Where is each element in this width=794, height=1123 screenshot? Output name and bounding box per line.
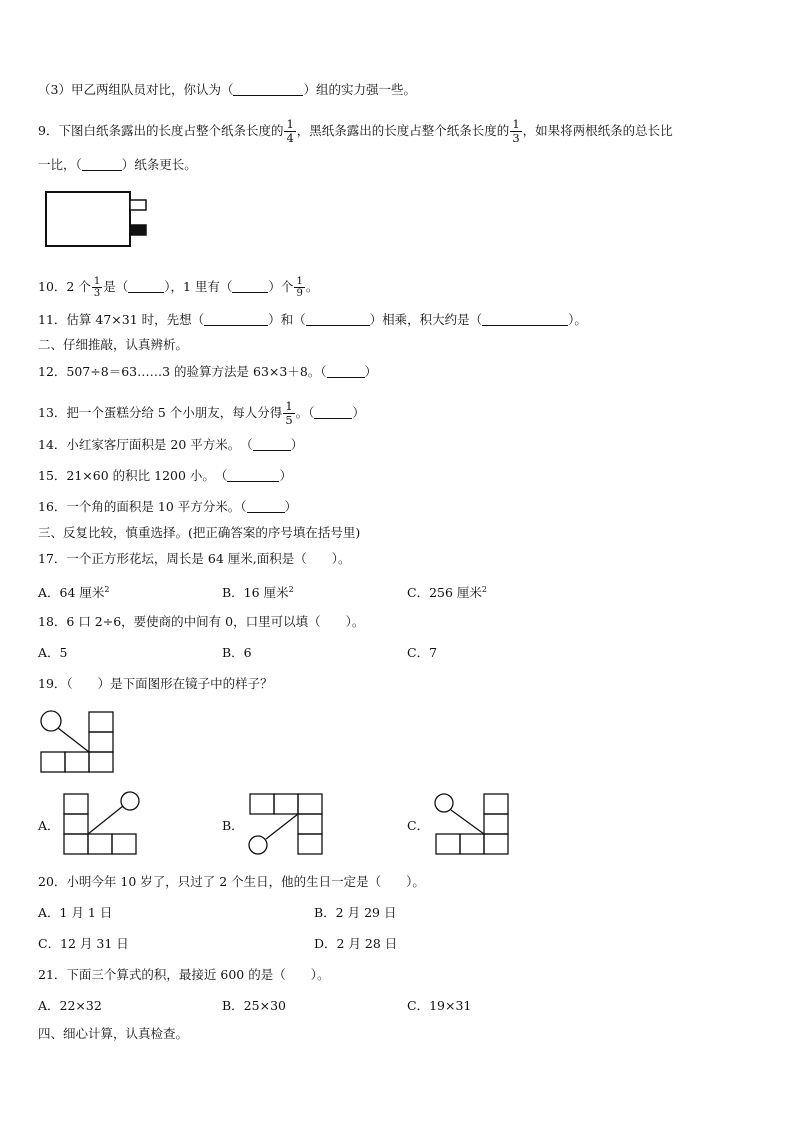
option-19-b-label: B． <box>222 818 244 833</box>
option-20-a: A．1 月 1 日 <box>38 905 113 920</box>
question-20: 20．小明今年 10 岁了，只过了 2 个生日，他的生日一定是（ ）。 <box>38 874 425 889</box>
section-4-heading: 四、细心计算，认真检查。 <box>38 1026 189 1041</box>
option-17-a: A．64 厘米$^2$ <box>38 585 110 601</box>
option-21-a: A．22×32 <box>38 998 102 1013</box>
question-13: 13．把一个蛋糕分给 5 个小朋友，每人分得 $\frac{1}{5}$ 。（ ） <box>38 399 365 427</box>
question-16: 16．一个角的面积是 10 平方分米。（ ） <box>38 499 298 514</box>
question-8-3: （3）甲乙两组队员对比，你认为（ ）组的实力强一些。 <box>38 82 416 97</box>
section-3-heading: 三、反复比较，慎重选择。(把正确答案的序号填在括号里) <box>38 525 361 540</box>
original-shape-figure <box>38 706 118 774</box>
option-19-c-figure <box>430 790 514 856</box>
question-14: 14．小红家客厅面积是 20 平方米。 （ ） <box>38 437 304 452</box>
question-15: 15．21×60 的积比 1200 小。 （ ） <box>38 468 292 483</box>
question-17: 17．一个正方形花坛，周长是 64 厘米,面积是（ ）。 <box>38 551 351 566</box>
option-19-b-figure <box>244 790 328 856</box>
question-9-line2: 一比，（ ）纸条更长。 <box>38 157 197 172</box>
question-18: 18．6 口 2÷6，要使商的中间有 0，口里可以填（ ）。 <box>38 614 365 629</box>
option-21-c: C．19×31 <box>407 998 472 1013</box>
option-19-a-figure <box>60 790 142 856</box>
question-19: 19．（ ）是下面图形在镜子中的样子？ <box>38 676 273 691</box>
section-2-heading: 二、仔细推敲，认真辨析。 <box>38 337 189 352</box>
option-18-a: A．5 <box>38 645 68 660</box>
question-12: 12．507÷8＝63……3 的验算方法是 63×3＋8。（ ） <box>38 364 378 379</box>
option-20-d: D．2 月 28 日 <box>314 936 398 951</box>
question-10: 10．2 个 $\frac{1}{3}$ 是（ ），1 里有（ ）个 $\frac{1}{9}$ 。 <box>38 276 319 299</box>
option-21-b: B．25×30 <box>222 998 286 1013</box>
question-9: 9．下图白纸条露出的长度占整个纸条长度的 $\frac{1}{4}$ ，黑纸条露出的长度占整个纸条长度的 $\frac{1}{3}$ ，如果将两根纸条的总长比 <box>38 117 673 145</box>
option-20-c: C．12 月 31 日 <box>38 936 129 951</box>
option-18-b: B．6 <box>222 645 252 660</box>
option-19-a-label: A． <box>38 818 60 833</box>
paper-strips-figure <box>44 190 154 250</box>
option-19-c-label: C． <box>407 818 430 833</box>
option-18-c: C．7 <box>407 645 438 660</box>
question-11: 11．估算 47×31 时，先想（ ）和（ ）相乘，积大约是（ ）。 <box>38 312 587 327</box>
option-17-b: B．16 厘米$^2$ <box>222 585 294 601</box>
option-17-c: C．256 厘米$^2$ <box>407 585 487 601</box>
question-21: 21．下面三个算式的积，最接近 600 的是（ ）。 <box>38 967 330 982</box>
option-20-b: B．2 月 29 日 <box>314 905 397 920</box>
